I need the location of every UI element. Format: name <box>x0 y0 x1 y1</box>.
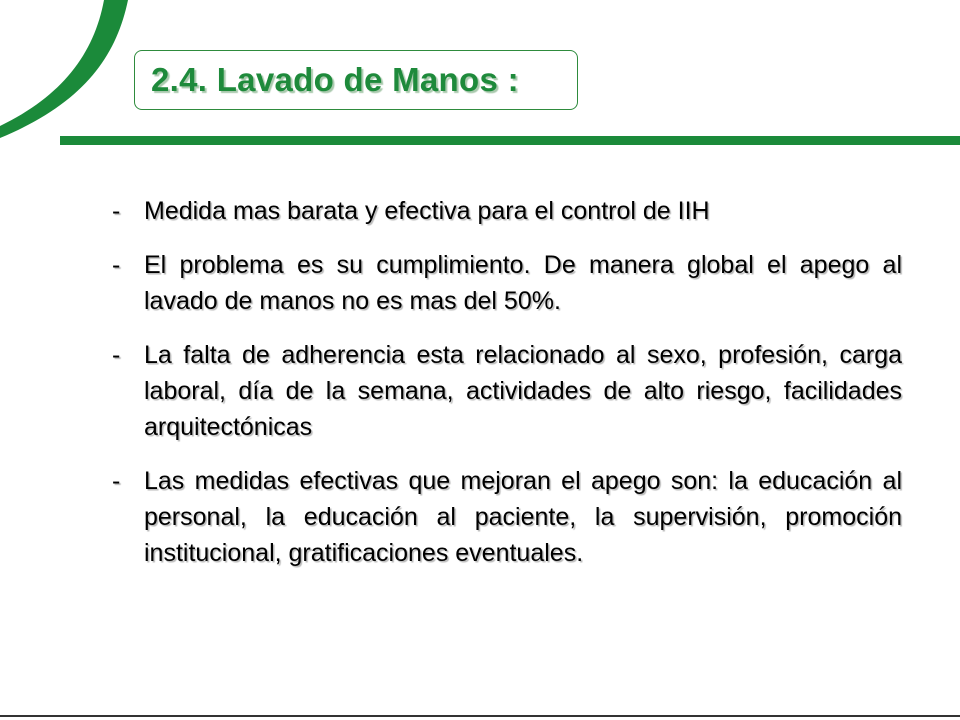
bullet-text: Medida mas barata y efectiva para el control de IIH <box>144 197 710 225</box>
title-box <box>134 50 578 110</box>
bullet-marker: - <box>112 467 121 495</box>
bullet-list <box>112 193 902 589</box>
bullet-marker: - <box>112 251 121 279</box>
green-swoosh-decoration <box>0 0 140 145</box>
bottom-divider-line <box>0 715 960 717</box>
bullet-marker: - <box>112 341 121 369</box>
bullet-text: El problema es su cumplimiento. De manera global el apego al lavado de manos no es mas del 50%. <box>144 251 902 315</box>
bullet-text: Las medidas efectivas que mejoran el apego son: la educación al personal, la educación al paciente, la supervisión, promoción institucional, gratificaciones eventuales. <box>144 467 902 567</box>
bullet-item <box>112 337 902 445</box>
bullet-item <box>112 193 902 229</box>
bullet-text: La falta de adherencia esta relacionado al sexo, profesión, carga laboral, día de la semana, actividades de alto riesgo, facilidades arquitectónicas <box>144 341 902 441</box>
bullet-item <box>112 247 902 319</box>
top-divider-line <box>60 136 960 145</box>
bullet-item <box>112 463 902 571</box>
slide-title: 2.4. Lavado de Manos : <box>151 61 519 98</box>
bullet-marker: - <box>112 197 121 225</box>
